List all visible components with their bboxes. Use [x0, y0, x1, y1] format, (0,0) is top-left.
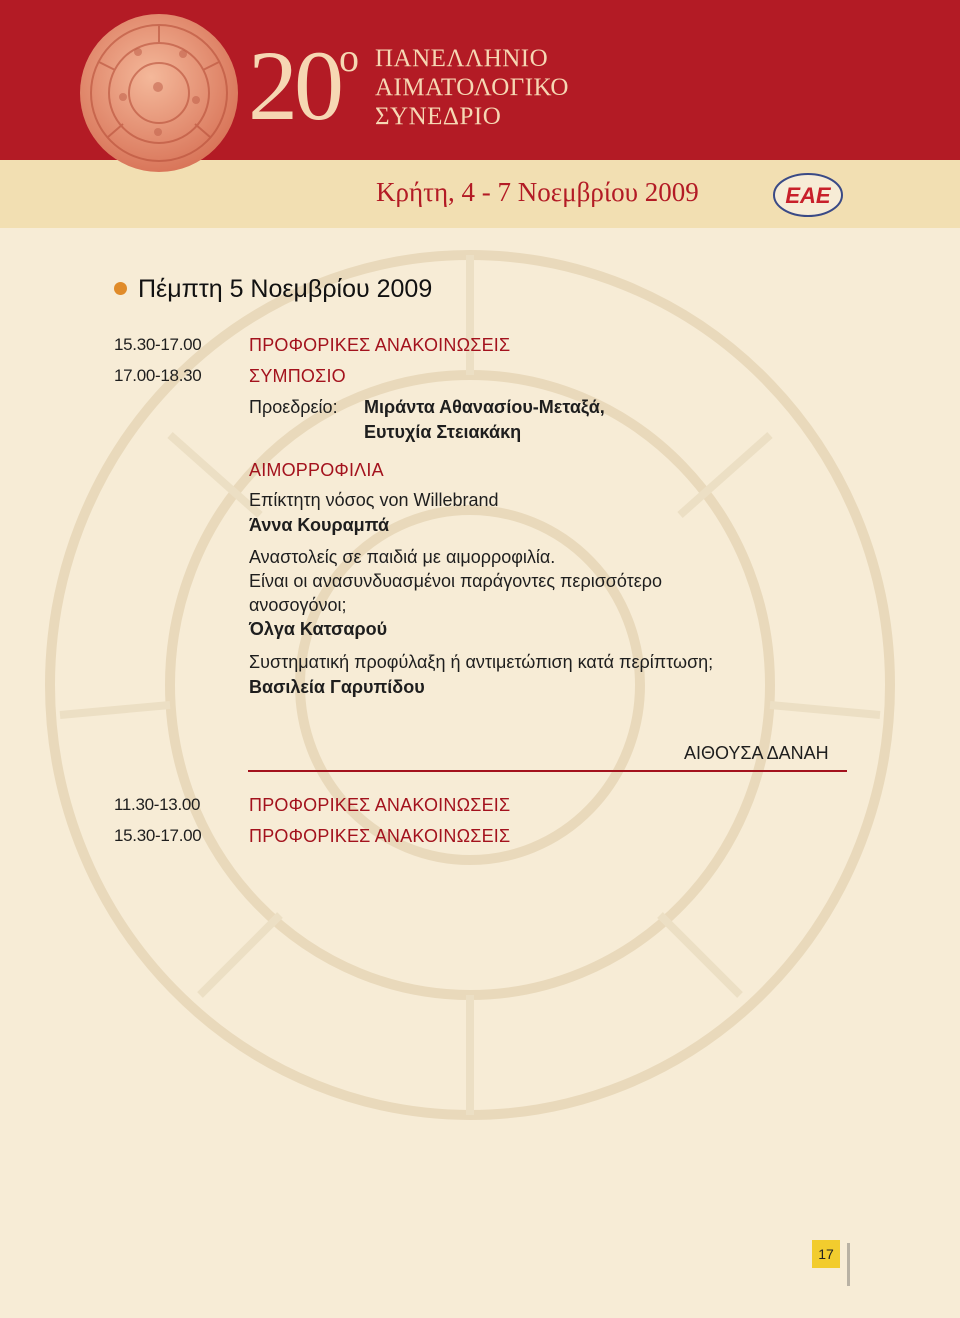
symposium-topic: ΑΙΜΟΡΡΟΦΙΛΙΑ — [249, 460, 384, 480]
session-time: 15.30-17.00 — [114, 826, 202, 845]
bullet-icon — [114, 282, 127, 295]
chair-name: Μιράντα Αθανασίου-Μεταξά, — [364, 397, 605, 417]
room-name: ΑΙΘΟΥΣΑ ΔΑΝΑΗ — [684, 743, 829, 763]
page-number: 17 — [812, 1240, 840, 1268]
society-logo-text: ΕΑΕ — [785, 183, 831, 208]
session-time: 15.30-17.00 — [114, 335, 202, 354]
talk-title: Συστηματική προφύλαξη ή αντιμετώπιση κατά περίπτωση; — [249, 652, 714, 672]
chairs-label: Προεδρείο: — [249, 397, 338, 417]
talk-title: Επίκτητη νόσος von Willebrand — [249, 490, 499, 510]
talk-title: Αναστολείς σε παιδιά με αιμορροφιλία. — [249, 547, 556, 567]
session-title: ΠΡΟΦΟΡΙΚΕΣ ΑΝΑΚΟΙΝΩΣΕΙΣ — [249, 335, 511, 355]
session-time: 17.00-18.30 — [114, 366, 202, 385]
talk-speaker: Όλγα Κατσαρού — [249, 619, 388, 639]
chair-name: Ευτυχία Στειακάκη — [364, 422, 522, 442]
talk-title: ανοσογόνοι; — [249, 595, 347, 615]
talk-speaker: Άννα Κουραμπά — [249, 515, 390, 535]
society-logo — [772, 172, 844, 218]
edition-number: 20 — [248, 30, 340, 141]
page-edge-line — [847, 1243, 850, 1286]
phaistos-disc-icon — [78, 12, 240, 174]
day-title: Πέμπτη 5 Νοεμβρίου 2009 — [138, 275, 433, 303]
conference-title-line: ΣΥΝΕΔΡΙΟ — [375, 103, 502, 130]
conference-title-line: ΠΑΝΕΛΛΗΝΙΟ — [375, 45, 549, 72]
session-title: ΠΡΟΦΟΡΙΚΕΣ ΑΝΑΚΟΙΝΩΣΕΙΣ — [249, 795, 511, 815]
session-time: 11.30-13.00 — [114, 795, 201, 814]
edition-suffix: ο — [339, 35, 359, 80]
session-title: ΠΡΟΦΟΡΙΚΕΣ ΑΝΑΚΟΙΝΩΣΕΙΣ — [249, 826, 511, 846]
talk-speaker: Βασιλεία Γαρυπίδου — [249, 677, 425, 697]
conference-title-line: ΑΙΜΑΤΟΛΟΓΙΚΟ — [375, 74, 569, 101]
session-title: ΣΥΜΠΟΣΙΟ — [249, 366, 346, 386]
divider — [248, 770, 847, 772]
talk-title: Είναι οι ανασυνδυασμένοι παράγοντες περισσότερο — [249, 571, 663, 591]
conference-title — [375, 44, 569, 131]
place-date: Κρήτη, 4 - 7 Νοεμβρίου 2009 — [376, 177, 699, 207]
